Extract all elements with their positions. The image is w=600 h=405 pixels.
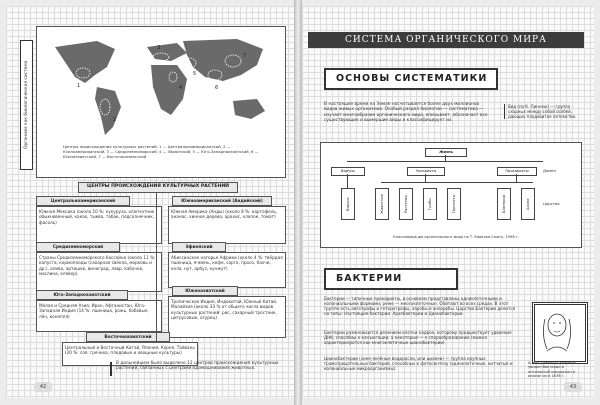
leeuwenhoek-portrait	[532, 302, 588, 364]
page-number-right: 43	[564, 382, 582, 392]
diagram-line	[516, 174, 517, 182]
center-name-7: Восточноазиатский	[86, 332, 170, 342]
footnote: В дальнейшем было выделено 12 центров происхождения культурных растений, связанных с центрами одомашнивания животных.	[116, 361, 279, 372]
kingdom-label: Царство	[543, 201, 560, 206]
bacteria-paragraph-3: Цианобактерии (сине-зелёные водоросли, или цианеи) — группа крупных грамотрицательных бактерий, способных к фотосинтезу (одноклеточные, нитчатые и колониальные микроорганизмы).	[324, 356, 513, 372]
node-eukaryotes: Эукариоты	[407, 167, 445, 176]
bacteria-paragraph-2: Бактерии размножаются делением клетки надвое, которому предшествует удвоение ДНК, способны к конъюгации, а некоторые — к спорообразованию (можно характеризуются как многоклеточные цианобактерии).	[324, 330, 512, 346]
section-title-systematics: ОСНОВЫ СИСТЕМАТИКИ	[324, 68, 498, 90]
center-text-3: Страны Средиземноморского бассейна (около 11 %: капуста, кормоплоды (сахарная свёкла, морковь и др.), олива, артишок, виноград, лавр, кабачок, маслина, клевер)	[36, 252, 162, 292]
continent-australia	[233, 99, 265, 119]
diagram-line	[347, 161, 543, 162]
map-label-3: 3	[157, 45, 161, 51]
kingdom-plants: Растения	[399, 188, 413, 220]
node-life: Жизнь	[425, 148, 467, 157]
node-viruses: Вирусы	[331, 167, 365, 176]
map-label-4: 4	[179, 85, 183, 91]
kingdom-fungi: Грибы	[423, 188, 437, 220]
center-text-7: Центральный и Восточный Китай, Япония, Корея, Тайвань (20 %: соя, гречиха, плодовые и овощные культуры)	[62, 342, 198, 366]
center-name-3: Средиземноморский	[36, 242, 120, 252]
center-name-4: Эфиопский	[172, 242, 226, 252]
side-tab	[20, 40, 33, 170]
left-page	[6, 6, 294, 398]
portrait-caption: А. ван Левенгук впервые увидел бактерии в оптический микроскоп и описал их в 1676 г.	[528, 361, 576, 379]
map-caption: Центры происхождения культурных растений: 1 — Центральноамериканский, 2 — Южноамериканский, 3 — Средиземноморский, 4 — Эфиопский, 5 — Юго-Западноазиатский, 6 — Южноазиатский, 7 — Восточноазиатский	[63, 144, 259, 159]
bacteria-paragraph-1: Бактерии — типичные прокариоты, в основном представлены одноклеточными и колониальными формами, реже — многоклеточные. Обитают во всех средах. В этот группе есть автотрофы и гетеротрофы, аэробы и анаэробы. Царство Бактерии делится на типы: Настоящие бактерии, Архебактерии и Цианобактерии.	[324, 296, 516, 317]
portrait-sketch	[535, 305, 579, 355]
diagram-caption: Классификация органического мира по Т. Кавалье-Смиту, 1998 г.	[393, 235, 519, 239]
footnote-marker	[110, 362, 112, 376]
world-map	[37, 27, 285, 145]
center-text-1: Южная Мексика (около 10 %: кукуруза, хлопчатник обыкновенный, какао, тыква, табак, подсолнечник, фасоль)	[36, 206, 162, 244]
connector-line	[156, 192, 157, 342]
map-label-2: 2	[113, 117, 117, 123]
domain-label: Домен	[543, 168, 556, 173]
center-text-5: Малая и Средняя Азия, Иран, Афганистан, Юго-Западная Индия (14 %: пшеница, рожь, бобовые, лён, конопля)	[36, 300, 162, 332]
classification-diagram	[320, 142, 582, 248]
world-map-panel	[36, 26, 286, 178]
diagram-line	[425, 174, 426, 182]
chapter-banner: СИСТЕМА ОРГАНИЧЕСКОГО МИРА	[308, 32, 584, 48]
continent-north-america	[55, 41, 115, 83]
intro-text: В настоящее время на Земле насчитывается более двух миллионов видов живых организмов. Особый раздел биологии — систематика — изучает многообразие органического мира, описывает, обозначает все существующие и вымершие виды и классифицирует их.	[324, 102, 488, 124]
page-number-left: 42	[34, 382, 52, 392]
kingdom-viruses: Вирусы	[341, 188, 355, 220]
map-label-5: 5	[193, 71, 197, 77]
diagram-line	[347, 174, 348, 188]
center-name-1: Центральноамериканский	[36, 196, 130, 206]
kingdom-protists: Протисты	[447, 188, 461, 220]
right-page	[302, 6, 594, 398]
center-text-6: Тропическая Индия, Индокитай, Южный Китай, Малайзия (около 33 % от общего числа видов культурных растений: рис, сахарный тростник, цитрусовые, огурец)	[168, 296, 286, 338]
kingdom-archaea: Археи	[521, 188, 535, 220]
diagram-line	[381, 182, 533, 183]
center-text-4: Абиссинское нагорье Африки (около 4 %: твёрдая пшеница, ячмень, кофе, сорго, просо, бахчи, кола, нут, арбуз, кунжут)	[168, 252, 286, 288]
map-label-6: 6	[215, 85, 219, 91]
map-label-1: 1	[77, 83, 81, 89]
map-label-7: 7	[243, 53, 247, 59]
centers-title: ЦЕНТРЫ ПРОИСХОЖДЕНИЯ КУЛЬТУРНЫХ РАСТЕНИЙ	[78, 182, 238, 193]
continent-south-america	[95, 87, 121, 135]
kingdom-animals: Животные	[375, 188, 389, 220]
center-name-2: Южноамериканский (Андийский)	[172, 196, 272, 206]
species-note: Вид (по К. Линнею) — группа сходных между собой особей, дающих плодовитое потомство.	[504, 104, 586, 119]
book-gutter	[294, 0, 302, 405]
side-tab-label: Организм как биологическая система	[24, 60, 29, 150]
center-name-6: Южноазиатский	[172, 286, 238, 296]
center-name-5: Юго-Западноазиатский	[36, 290, 128, 300]
center-text-2: Южная Америка (Анды) (около 8 %: картофель, ананас, хинное дерево, арахис, хлопок, томат)	[168, 206, 286, 244]
section-title-bacteria: БАКТЕРИИ	[324, 268, 458, 290]
kingdom-bacteria: Бактерии	[497, 188, 511, 220]
node-prokaryotes: Прокариоты	[497, 167, 537, 176]
